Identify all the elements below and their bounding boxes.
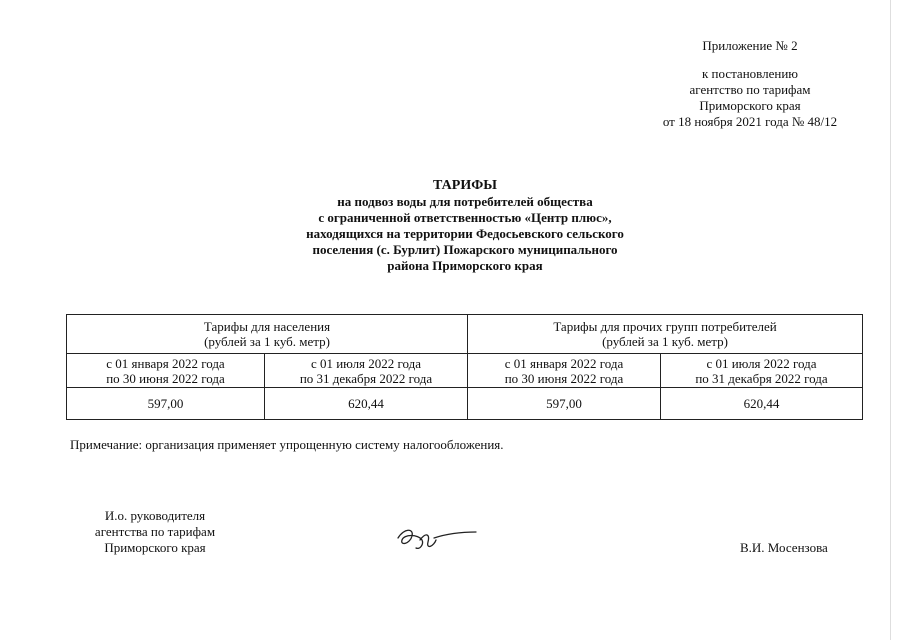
group-header-line: Тарифы для населения — [203, 319, 331, 334]
tariff-value: 620,44 — [661, 388, 863, 420]
signer-position-line: Приморского края — [104, 540, 206, 555]
period-header — [468, 354, 661, 388]
tariff-value: 597,00 — [67, 388, 265, 420]
signer-position — [60, 508, 250, 556]
title-line: района Приморского края — [387, 258, 543, 273]
group-header-population — [67, 315, 468, 354]
table-group-header-row — [67, 315, 863, 354]
title-line: поселения (с. Бурлит) Пожарского муниципального — [312, 242, 618, 257]
title-line: на подвоз воды для потребителей общества — [337, 194, 593, 209]
period-end: по 30 июня 2022 года — [106, 370, 225, 386]
signer-position-line: агентства по тарифам — [94, 524, 216, 539]
title-line: находящихся на территории Федосьевского сельского — [306, 226, 624, 241]
group-header-unit: (рублей за 1 куб. метр) — [204, 334, 330, 349]
resolution-line: агентство по тарифам — [689, 82, 811, 97]
appendix-label: Приложение № 2 — [702, 38, 798, 53]
period-end: по 31 декабря 2022 года — [695, 370, 828, 386]
signer-position-line: И.о. руководителя — [104, 508, 206, 523]
title-main: ТАРИФЫ — [433, 178, 497, 193]
resolution-line: от 18 ноября 2021 года № 48/12 — [662, 114, 838, 129]
document-title — [230, 178, 700, 274]
table-value-row — [67, 388, 863, 420]
handwritten-signature — [390, 520, 480, 560]
group-header-unit: (рублей за 1 куб. метр) — [602, 334, 728, 349]
period-start: с 01 июля 2022 года — [310, 355, 422, 371]
scan-edge-line — [890, 0, 891, 640]
group-header-line: Тарифы для прочих групп потребителей — [553, 319, 777, 334]
title-line: с ограниченной ответственностью «Центр плюс», — [318, 210, 612, 225]
resolution-line: Приморского края — [699, 98, 801, 113]
tariff-value: 620,44 — [265, 388, 468, 420]
resolution-line: к постановлению — [701, 66, 799, 81]
period-start: с 01 января 2022 года — [106, 355, 225, 371]
period-header — [661, 354, 863, 388]
period-start: с 01 июля 2022 года — [706, 355, 817, 371]
period-end: по 30 июня 2022 года — [504, 370, 624, 386]
tariff-table — [66, 314, 863, 420]
period-header — [265, 354, 468, 388]
tax-note: Примечание: организация применяет упрощенную систему налогообложения. — [70, 437, 504, 452]
period-end: по 31 декабря 2022 года — [299, 370, 433, 386]
signer-name: В.И. Мосензова — [740, 540, 828, 555]
period-header — [67, 354, 265, 388]
resolution-reference — [600, 66, 900, 130]
tariff-value: 597,00 — [468, 388, 661, 420]
table-period-row — [67, 354, 863, 388]
group-header-other — [468, 315, 863, 354]
period-start: с 01 января 2022 года — [504, 355, 624, 371]
